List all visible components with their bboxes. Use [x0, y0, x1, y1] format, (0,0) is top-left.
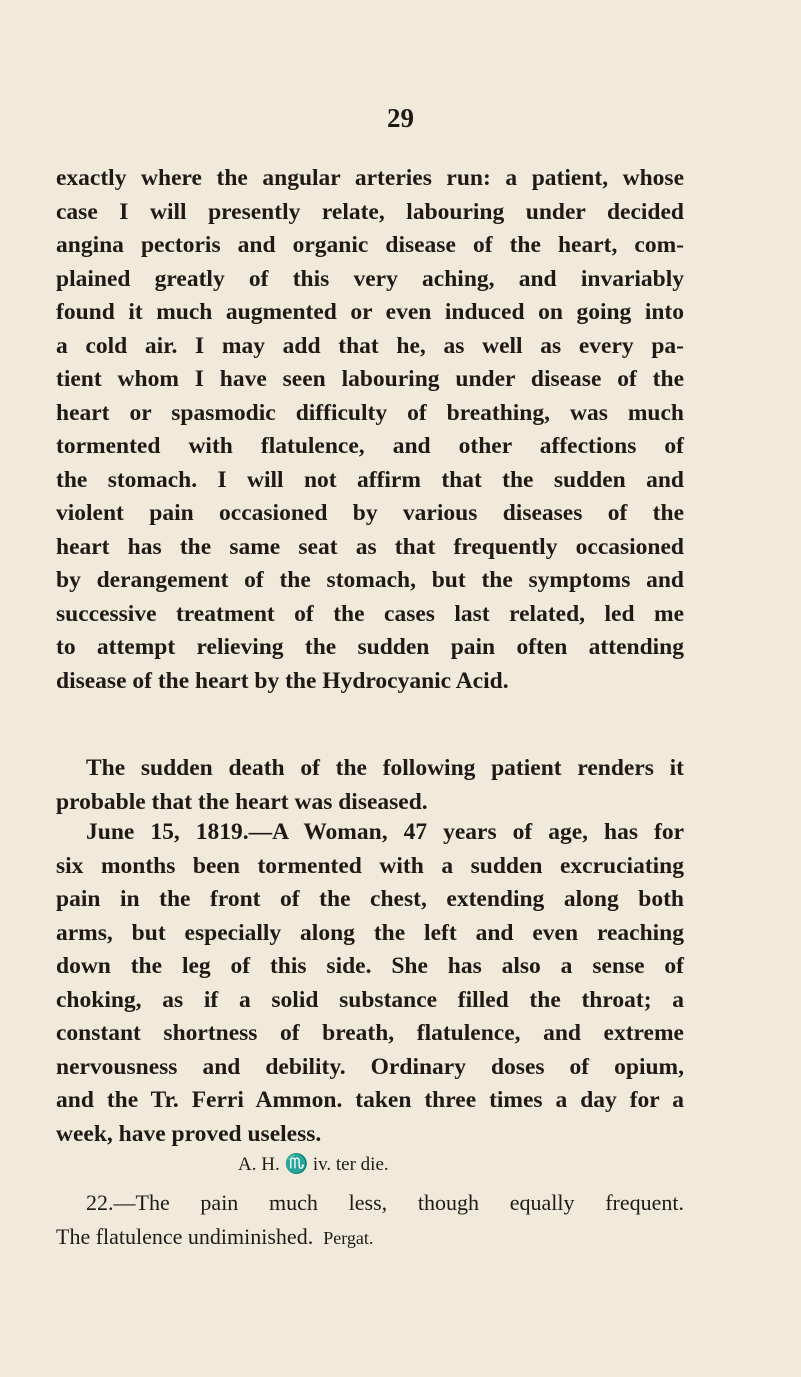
text-line: case I will presently relate, labouring under decided — [56, 198, 684, 225]
text-line: disease of the heart by the Hydrocyanic Acid. — [56, 667, 509, 694]
text-line: nervousness and debility. Ordinary doses of opium, — [56, 1053, 684, 1080]
text-line: successive treatment of the cases last related, led me — [56, 600, 684, 627]
paragraph-followup — [56, 1186, 684, 1253]
text-line: a cold air. I may add that he, as well as every pa- — [56, 332, 684, 359]
text-line: arms, but especially along the left and even reaching — [56, 919, 684, 946]
text-line: angina pectoris and organic disease of the heart, com- — [56, 232, 684, 258]
text-line: tient whom I have seen labouring under disease of the — [56, 366, 684, 392]
text-line: tormented with flatulence, and other affections of — [56, 433, 684, 459]
text-line: and the Tr. Ferri Ammon. taken three times a day for a — [56, 1087, 684, 1113]
text-line: 22.—The pain much less, though equally frequent. — [86, 1190, 684, 1215]
text-line: heart or spasmodic difficulty of breathing, was much — [56, 399, 684, 426]
text-line: to attempt relieving the sudden pain often attending — [56, 634, 684, 660]
text-line: heart has the same seat as that frequently occasioned — [56, 533, 684, 560]
text-line: pain in the front of the chest, extending along both — [56, 886, 684, 912]
text-line: violent pain occasioned by various diseases of the — [56, 500, 684, 526]
text-line: plained greatly of this very aching, and invariably — [56, 265, 684, 292]
page-number: 29 — [387, 103, 414, 133]
prescription-line: A. H. ♏ iv. ter die. — [238, 1154, 389, 1175]
text-line: exactly where the angular arteries run: a patient, whose — [56, 165, 684, 191]
text-line-content: The flatulence undiminished. — [56, 1223, 314, 1249]
text-line: week, have proved useless. — [56, 1120, 322, 1147]
text-line: choking, as if a solid substance filled the throat; a — [56, 986, 684, 1013]
text-line: by derangement of the stomach, but the symptoms and — [56, 567, 684, 593]
text-line: the stomach. I will not affirm that the sudden and — [56, 466, 684, 493]
text-line: six months been tormented with a sudden excruciating — [56, 852, 684, 879]
text-line: constant shortness of breath, flatulence, and extreme — [56, 1020, 684, 1046]
text-line: The sudden death of the following patient renders it — [86, 755, 684, 781]
paragraph-sudden-death — [56, 752, 684, 819]
text-line — [56, 1220, 684, 1254]
text-line: June 15, 1819.—A Woman, 47 years of age, has for — [86, 819, 684, 845]
pergat-text: Pergat. — [323, 1227, 374, 1248]
paragraph-case-june — [56, 816, 684, 1151]
text-line: probable that the heart was diseased. — [56, 788, 428, 815]
text-line: down the leg of this side. She has also a sense of — [56, 953, 684, 979]
paragraph-angina — [56, 162, 684, 698]
text-line: found it much augmented or even induced on going into — [56, 299, 684, 325]
